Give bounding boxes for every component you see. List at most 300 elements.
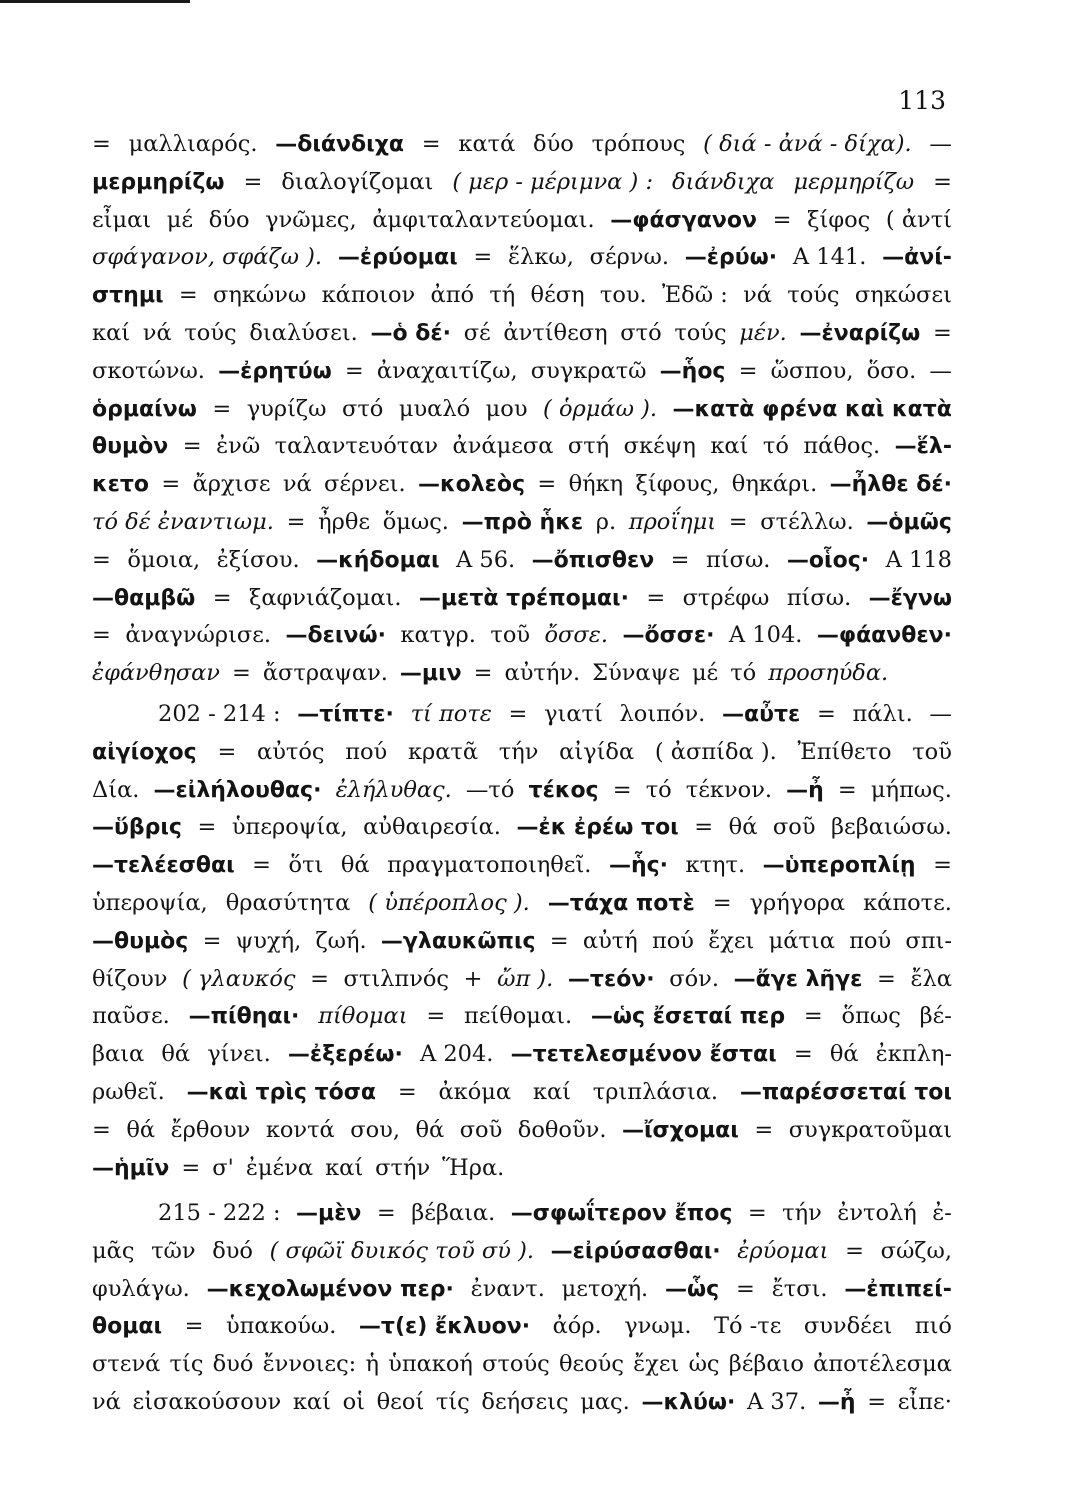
lemma-word: —ἧς· [608, 853, 668, 879]
word: ἀκόμα [438, 1078, 512, 1105]
text-line [92, 809, 952, 847]
italic-word: προσηύδα. [768, 660, 889, 687]
word: = [397, 1078, 417, 1105]
lemma-word: —ἦλθε δέ· [829, 472, 952, 498]
word: = [473, 244, 493, 271]
word: τρόπους [591, 131, 686, 157]
lemma-word: —ἦ [786, 777, 824, 803]
lemma-word: —πρὸ ἧκε [461, 509, 584, 535]
word: ὑπακούω. [225, 1313, 337, 1340]
word: βεβαιώσω. [831, 814, 952, 841]
italic-word: τό δέ ἐναντιωμ. [92, 508, 274, 535]
word: γρήγορα [749, 889, 846, 916]
lemma-word: —ἡμῖν [92, 1155, 170, 1181]
word: ἕλκω, [508, 244, 574, 271]
word: = [92, 622, 111, 649]
lemma-word: κετο [92, 472, 150, 498]
lemma-word: —αὖτε [722, 702, 801, 727]
word: ἀνάμεσα [452, 433, 554, 460]
word: στέλλω. [760, 508, 854, 535]
word: ὅμως. [382, 508, 449, 535]
word: ἄστραψαν. [262, 660, 388, 687]
word: ρ. [595, 508, 617, 535]
word: πάλι. [852, 701, 913, 727]
paragraph-1 [92, 126, 952, 693]
word: μήπως. [870, 776, 952, 803]
word: θά [728, 814, 758, 841]
word: του. [599, 282, 647, 309]
word: τό [730, 660, 757, 687]
word: διαλύσει. [249, 319, 358, 346]
italic-word: ὤπ ). [497, 965, 554, 992]
italic-word: μέν. [739, 319, 787, 346]
text-line [92, 239, 952, 277]
lemma-word: —ἐρητύω [218, 358, 332, 384]
paragraph-2 [92, 696, 952, 1187]
word: κοντά [265, 1116, 335, 1143]
word: θεοί [376, 1388, 425, 1415]
word: ἔτσι. [771, 1275, 828, 1302]
lemma-word: —ἕλ- [894, 434, 952, 460]
word: ὅτι [288, 852, 324, 879]
text-line [92, 542, 952, 580]
lemma-word: —θυμὸς [92, 928, 189, 954]
text-line [92, 655, 952, 693]
lemma-word: —ἔγνω [868, 585, 952, 611]
word: ἐμένα [245, 1154, 314, 1181]
italic-word: ( διά - ἀνά - δίχα). [703, 131, 912, 157]
word: = [772, 206, 792, 233]
word: στό [341, 395, 384, 422]
word: μᾶς [92, 1237, 135, 1264]
lemma-word: —οἷος· [786, 547, 870, 573]
word: πάθος. [803, 433, 881, 460]
word: μάτια [768, 927, 835, 954]
word: κατά [458, 131, 516, 157]
word: σηκώνω [213, 282, 307, 309]
word: = [933, 852, 952, 879]
word: μετοχή. [561, 1275, 649, 1302]
italic-word: προΐημι [628, 508, 717, 535]
text-line [92, 1384, 952, 1422]
word: πού [849, 927, 892, 954]
word: — [929, 357, 952, 384]
lemma-word: —ὕβρις [92, 815, 182, 841]
word: λοιπόν. [619, 701, 706, 727]
word: = [202, 927, 222, 954]
word: ὅπως [841, 1003, 901, 1030]
word: στό [620, 319, 662, 346]
text-line [92, 734, 952, 772]
word: ἀναγνώρισε. [125, 622, 272, 649]
word: μας. [580, 1388, 630, 1415]
text-line [92, 1074, 952, 1112]
lemma-word: —φάανθεν· [816, 623, 952, 649]
word: θέση [530, 282, 585, 309]
italic-word: τί ποτε [410, 701, 492, 727]
lemma-word: —ἀνί- [882, 245, 952, 271]
lemma-word: —ἦ [817, 1389, 856, 1415]
word: = [473, 660, 493, 687]
text-line [92, 1112, 952, 1150]
word: ξίφους, [635, 471, 720, 498]
word: δυό [212, 1351, 254, 1378]
word: στούς [482, 1351, 550, 1378]
italic-word: ( σφῶϊ δυικός τοῦ σύ ). [269, 1237, 535, 1264]
word: νά [92, 1388, 121, 1415]
word: = [646, 584, 666, 611]
text-line [92, 617, 952, 655]
word: βαια [92, 1041, 145, 1068]
text-line [92, 202, 952, 240]
word: ἔννοιες: [262, 1351, 357, 1378]
text-line [92, 1346, 952, 1384]
word: ἀόρ. [552, 1313, 602, 1340]
word: Α 141. [792, 244, 867, 271]
word: καί [292, 1388, 331, 1415]
lemma-word: —ἐναρίζω [799, 320, 921, 346]
word: ἀναχαιτίζω, [376, 357, 518, 384]
word: αὐθαιρεσία. [363, 814, 501, 841]
word: πίσω. [786, 584, 852, 611]
lemma-word: —ὁ δέ· [370, 320, 451, 346]
italic-word: διάνδιχα [672, 168, 775, 195]
text-line [92, 466, 952, 504]
word: κατγρ. [400, 622, 476, 649]
lemma-word: —κήδομαι [316, 547, 440, 573]
word: πιό [914, 1313, 952, 1340]
lemma-word: —φάσγανον [610, 207, 757, 233]
text-line [92, 580, 952, 618]
word: Σύναψε [592, 660, 680, 687]
word: Ἥρα. [442, 1154, 505, 1181]
word: στιλπνός [343, 965, 450, 992]
word: = [421, 131, 441, 157]
lemma-word: —διάνδιχα [275, 132, 405, 157]
word: εἶπε· [897, 1388, 952, 1415]
word: στή [567, 433, 610, 460]
lemma-word: τέκος [528, 777, 599, 803]
word: — [929, 131, 952, 157]
lemma-word: —ὡς ἔσεταί περ [590, 1004, 786, 1030]
lemma-word: —σφωΐτερον ἔπος [510, 1201, 733, 1226]
word: σκοτώνω. [92, 357, 205, 384]
lemma-word: —κεχολωμένον περ· [206, 1276, 454, 1302]
word: ἐκπλη- [875, 1041, 952, 1068]
word: τό [762, 433, 789, 460]
word: ξίφος [807, 206, 871, 233]
word: καί [532, 1078, 571, 1105]
word: δοθοῦν. [517, 1116, 607, 1143]
italic-word: μερμηρίζω [793, 168, 915, 195]
word: μέ [166, 206, 194, 233]
word: θεούς [558, 1351, 624, 1378]
word: ὅμοια, [127, 546, 201, 573]
word: 215 - 222 : [158, 1200, 281, 1226]
word: = [803, 1003, 823, 1030]
word: = [182, 433, 202, 460]
word: δυό [212, 1237, 253, 1264]
lemma-word: —ἐρύω· [684, 245, 778, 271]
lemma-word: —τάχα ποτὲ [547, 890, 695, 916]
word: γιατί [544, 701, 603, 727]
word: σ' [212, 1154, 234, 1181]
word: = [212, 584, 232, 611]
word: = [344, 357, 364, 384]
text-line [92, 1308, 952, 1346]
word: ψυχή, [235, 927, 302, 954]
word: τέκνον. [685, 776, 773, 803]
word: αἰγίδα [559, 738, 635, 765]
italic-word: ἐρύομαι [737, 1237, 829, 1264]
word: βέβαιο [728, 1351, 804, 1378]
word: σοῦ [772, 814, 816, 841]
word: ὅσο. [866, 357, 917, 384]
lemma-word: —ὁμῶς [866, 509, 952, 535]
text-line [92, 1150, 952, 1188]
text-line [92, 885, 952, 923]
lemma-word: —πίθηαι· [188, 1004, 300, 1030]
word: ( ἀσπίδα ). [654, 738, 777, 765]
word: ἐντολή [837, 1200, 917, 1226]
lemma-word: —ὧς [665, 1276, 720, 1302]
lemma-word: —ἐρύομαι [337, 245, 458, 271]
word: πίσω. [705, 546, 771, 573]
lemma-word: —τελέεσθαι [92, 853, 235, 879]
word: τήν [782, 1200, 822, 1226]
lemma-word: —καὶ τρὶς τόσα [186, 1079, 377, 1105]
word: βέ- [919, 1003, 952, 1030]
word: θηκάρι. [731, 471, 818, 498]
text-line [92, 1195, 952, 1233]
word: ἔλα [910, 965, 952, 992]
word: κρατᾶ [407, 738, 479, 765]
word: Α 118 [885, 546, 952, 573]
word: τίς [435, 1388, 470, 1415]
word: ἀπό [430, 282, 475, 309]
word: = [178, 282, 198, 309]
text-line [92, 1271, 952, 1309]
lemma-word: —δεινώ· [285, 623, 386, 649]
lemma-word: —τεόν· [567, 966, 655, 992]
lemma-word: —κλύω· [641, 1389, 736, 1415]
text-line [92, 428, 952, 466]
word: ἦρθε [318, 508, 371, 535]
text-line [92, 277, 952, 315]
lemma-word: —γλαυκῶπις [380, 928, 536, 954]
word: γνῶμες, [265, 206, 357, 233]
italic-word: σφάγανον, σφάζω ). [92, 244, 323, 271]
word: = [197, 814, 217, 841]
word: = [728, 508, 748, 535]
lemma-word: —εἰρύσασθαι· [550, 1238, 721, 1264]
word: = [933, 168, 952, 195]
word: ( ἀντί [885, 206, 952, 233]
lemma-word: αἰγίοχος [92, 739, 197, 765]
italic-word: ( ὁρμάω ). [543, 395, 657, 422]
word: καί [710, 433, 749, 460]
text-line [92, 504, 952, 542]
word: δεήσεις [481, 1388, 569, 1415]
word: ὑπακοή [388, 1351, 473, 1378]
word: τοῦ [912, 738, 952, 765]
word: ὑπεροψία, [231, 814, 348, 841]
word: θίζουν [92, 965, 168, 992]
word: στενά [92, 1351, 161, 1378]
word: ἐναντ. [470, 1275, 545, 1302]
word: διαλογίζομαι [281, 168, 434, 195]
italic-word: ἐφάνθησαν [92, 660, 220, 687]
word: ἐξίσου. [216, 546, 300, 573]
word: = [712, 889, 732, 916]
word: πού [651, 927, 694, 954]
text-line [92, 353, 952, 391]
word: = [184, 1313, 204, 1340]
lemma-word: —τ(ε) ἔκλυον· [358, 1314, 531, 1340]
word: τό [645, 776, 672, 803]
word: ἀμφιταλαντεύομαι. [372, 206, 595, 233]
lemma-word: —μὲν [296, 1201, 362, 1226]
word: = [670, 546, 690, 573]
word: = [161, 471, 181, 498]
text-line [92, 772, 952, 810]
word: παῦσε. [92, 1003, 170, 1030]
word: ἀντίθεση [503, 319, 608, 346]
word: κτητ. [685, 852, 746, 879]
word: = [310, 965, 329, 992]
word: εἶμαι [92, 206, 152, 233]
word: στρέφω [682, 584, 770, 611]
word: ἔχει [708, 927, 755, 954]
text-line [92, 1233, 952, 1271]
lemma-word: —τίπτε· [297, 702, 394, 727]
text-line [92, 847, 952, 885]
word: γυρίζω [246, 395, 327, 422]
word: μαλλιαρός. [128, 131, 258, 157]
lemma-word: —ἄγε λῆγε [733, 966, 863, 992]
word: καί [92, 319, 131, 346]
word: = [747, 1200, 767, 1226]
word: τοῦ [490, 622, 531, 649]
word: πείθομαι. [463, 1003, 573, 1030]
word: τούς [184, 319, 237, 346]
word: ἀποτέλεσμα [813, 1351, 952, 1378]
lemma-word: —κολεὸς [417, 472, 526, 498]
word: Α 37. [747, 1388, 807, 1415]
word: Δία. [92, 776, 140, 803]
word: μυαλό [398, 395, 471, 422]
lemma-word: —ἐκ ἐρέω τοι [516, 815, 679, 841]
word: τίς [169, 1351, 204, 1378]
text-line [92, 961, 952, 999]
word: δύο [533, 131, 574, 157]
word: = [426, 1003, 446, 1030]
word: = [738, 357, 758, 384]
word: ταλαντευόταν [274, 433, 439, 460]
word: = [92, 546, 111, 573]
italic-word: ( ὑπέροπλος ). [368, 889, 530, 916]
word: 202 - 214 : [158, 701, 281, 727]
word: σου, [350, 1116, 400, 1143]
paragraph-3 [92, 1195, 952, 1422]
italic-word: ὄσσε. [544, 622, 608, 649]
word: Ἐπίθετο [797, 738, 892, 765]
word: γίνει. [207, 1041, 271, 1068]
word: ζωή. [315, 927, 367, 954]
word: σπι- [905, 927, 952, 954]
word: καί [325, 1154, 364, 1181]
lemma-word: —ὄσσε· [622, 623, 715, 649]
word: = [252, 852, 272, 879]
word: —τό [465, 776, 515, 803]
word: σώζω, [880, 1237, 952, 1264]
lemma-word: —ἐξερέω· [287, 1042, 403, 1068]
word: = [754, 1116, 774, 1143]
word: ρωθεῖ. [92, 1078, 165, 1105]
italic-word: ἐλήλυθας. [335, 776, 452, 803]
word: = [932, 319, 952, 346]
word: = [212, 395, 232, 422]
word: Α 104. [728, 622, 803, 649]
word: φυλάγω. [92, 1275, 190, 1302]
word: = [508, 701, 528, 727]
word: αὐτήν. [504, 660, 581, 687]
lemma-word: —παρέσσεταί τοι [739, 1079, 952, 1105]
text-line [92, 164, 952, 202]
word: = [231, 660, 251, 687]
word: γνωμ. [624, 1313, 692, 1340]
word: = [793, 1041, 813, 1068]
text-line [92, 696, 952, 734]
word: θά [829, 1041, 859, 1068]
lemma-word: —θαμβῶ [92, 585, 196, 611]
text-line [92, 1036, 952, 1074]
word: τούς [674, 319, 727, 346]
word: πραγματοποιηθεῖ. [387, 852, 592, 879]
word: μέ [691, 660, 719, 687]
word: στήν [375, 1154, 431, 1181]
word: = [286, 508, 306, 535]
word: + [463, 965, 483, 992]
word: συγκρατοῦμαι [788, 1116, 952, 1143]
lemma-word: —εἰλήλουθας· [153, 777, 322, 803]
word: σέρνει. [324, 471, 406, 498]
word: σηκώσει [854, 282, 952, 309]
word: τούς [787, 282, 840, 309]
lemma-word: θομαι [92, 1314, 163, 1340]
word: θά [340, 852, 370, 879]
word: νά [282, 471, 312, 498]
word: Α 56. [456, 546, 516, 573]
word: κάποιον [321, 282, 416, 309]
word: = [837, 776, 857, 803]
word: = [537, 471, 557, 498]
text-line [92, 126, 952, 164]
word: ἔρθουν [170, 1116, 251, 1143]
word: κάποτε. [863, 889, 952, 916]
word: σέρνω. [589, 244, 670, 271]
word: σοῦ [459, 1116, 503, 1143]
word: = [816, 701, 836, 727]
lemma-word: —ὑπεροπλίῃ [762, 853, 916, 879]
word: = [92, 1116, 111, 1143]
word: νά [743, 282, 772, 309]
lemma-word: —ὄπισθεν [531, 547, 655, 573]
word: αὐτός [257, 738, 325, 765]
lemma-word: ὁρμαίνω [92, 396, 197, 422]
word: θά [126, 1116, 156, 1143]
word: σέ [463, 319, 491, 346]
